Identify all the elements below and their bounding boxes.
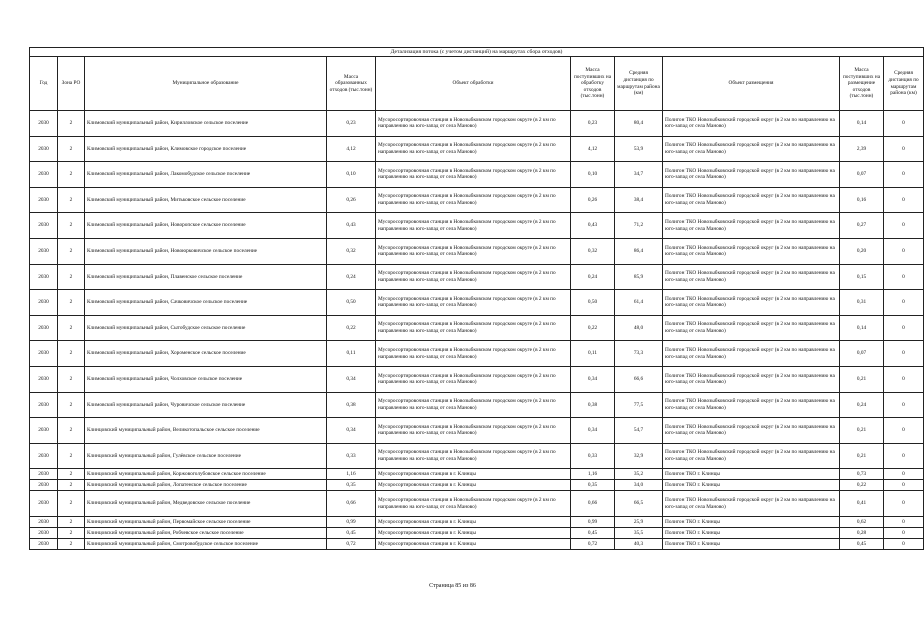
- cell-mass-processing: 0,38: [571, 392, 615, 418]
- cell-mass-generated: 0,34: [327, 418, 376, 444]
- cell-year: 2030: [30, 418, 58, 444]
- cell-year: 2030: [30, 290, 58, 316]
- cell-mass-placement: 0,24: [840, 392, 884, 418]
- cell-mass-placement: 0,73: [840, 469, 884, 480]
- cell-distance-placement: 0: [884, 443, 924, 469]
- table-row: [30, 538, 924, 549]
- cell-mass-placement: 0,21: [840, 418, 884, 444]
- cell-processing-object: Мусоросортировочная станция в г. Клинцы: [376, 480, 571, 491]
- cell-mass-generated: 0,99: [327, 516, 376, 527]
- header-year: Год: [30, 57, 58, 111]
- cell-municipality: Климовский муниципальный район, Кирилловское сельское поселение: [85, 111, 327, 137]
- cell-distance-placement: 0: [884, 341, 924, 367]
- header-municipality: Муниципальное образование: [85, 57, 327, 111]
- cell-year: 2030: [30, 341, 58, 367]
- cell-distance-processing: 32,9: [615, 443, 663, 469]
- cell-mass-placement: 0,27: [840, 213, 884, 239]
- cell-municipality: Клинцовский муниципальный район, Великотопальское сельское поселение: [85, 418, 327, 444]
- cell-mass-generated: 0,38: [327, 392, 376, 418]
- cell-processing-object: Мусоросортировочная станция в Новозыбковском городском округе (в 2 км по направлению на юго-запад от села Маново): [376, 162, 571, 188]
- cell-zone: 2: [58, 469, 85, 480]
- cell-mass-generated: 0,72: [327, 538, 376, 549]
- cell-placement-object: Полигон ТКО Новозыбковский городской округ (в 2 км по направлению на юго-запад от села Маново): [663, 238, 840, 264]
- header-mass-processing: Масса поступивших на обработку отходов (тыс.тонн): [571, 57, 615, 111]
- cell-zone: 2: [58, 111, 85, 137]
- cell-distance-placement: 0: [884, 187, 924, 213]
- cell-mass-generated: 0,33: [327, 443, 376, 469]
- cell-mass-processing: 0,45: [571, 527, 615, 538]
- cell-year: 2030: [30, 238, 58, 264]
- cell-mass-processing: 0,35: [571, 480, 615, 491]
- cell-mass-placement: 0,20: [840, 238, 884, 264]
- cell-municipality: Климовский муниципальный район, Хороменское сельское поселение: [85, 341, 327, 367]
- cell-mass-placement: 0,62: [840, 516, 884, 527]
- cell-distance-processing: 66,6: [615, 366, 663, 392]
- table-row: [30, 264, 924, 290]
- cell-zone: 2: [58, 392, 85, 418]
- cell-distance-processing: 35,5: [615, 527, 663, 538]
- cell-processing-object: Мусоросортировочная станция в г. Клинцы: [376, 469, 571, 480]
- cell-distance-processing: 77,5: [615, 392, 663, 418]
- cell-mass-processing: 0,10: [571, 162, 615, 188]
- cell-processing-object: Мусоросортировочная станция в Новозыбковском городском округе (в 2 км по направлению на юго-запад от села Маново): [376, 341, 571, 367]
- table-row: [30, 187, 924, 213]
- cell-processing-object: Мусоросортировочная станция в Новозыбковском городском округе (в 2 км по направлению на юго-запад от села Маново): [376, 315, 571, 341]
- cell-mass-generated: 0,66: [327, 491, 376, 517]
- cell-municipality: Климовский муниципальный район, Сачковичское сельское поселение: [85, 290, 327, 316]
- cell-placement-object: Полигон ТКО Новозыбковский городской округ (в 2 км по направлению на юго-запад от села Маново): [663, 392, 840, 418]
- cell-mass-placement: 0,31: [840, 290, 884, 316]
- cell-zone: 2: [58, 213, 85, 239]
- table-row: [30, 341, 924, 367]
- cell-mass-placement: 2,39: [840, 136, 884, 162]
- cell-year: 2030: [30, 538, 58, 549]
- cell-mass-generated: 0,32: [327, 238, 376, 264]
- cell-distance-placement: 0: [884, 290, 924, 316]
- cell-distance-placement: 0: [884, 315, 924, 341]
- cell-distance-processing: 34,0: [615, 480, 663, 491]
- table-row: [30, 290, 924, 316]
- cell-distance-processing: 35,2: [615, 469, 663, 480]
- table-row: [30, 443, 924, 469]
- cell-distance-processing: 86,4: [615, 238, 663, 264]
- cell-processing-object: Мусоросортировочная станция в Новозыбковском городском округе (в 2 км по направлению на юго-запад от села Маново): [376, 213, 571, 239]
- table-row: [30, 111, 924, 137]
- table-row: [30, 491, 924, 517]
- cell-zone: 2: [58, 443, 85, 469]
- cell-mass-placement: 0,41: [840, 491, 884, 517]
- table-row: [30, 469, 924, 480]
- cell-mass-processing: 0,23: [571, 111, 615, 137]
- header-avg-distance-processing: Средняя дистанция по маршрутам района (км): [615, 57, 663, 111]
- cell-distance-processing: 48,0: [615, 315, 663, 341]
- cell-zone: 2: [58, 290, 85, 316]
- cell-processing-object: Мусоросортировочная станция в Новозыбковском городском округе (в 2 км по направлению на юго-запад от села Маново): [376, 392, 571, 418]
- cell-distance-placement: 0: [884, 264, 924, 290]
- header-zone: Зона РО: [58, 57, 85, 111]
- cell-mass-processing: 0,11: [571, 341, 615, 367]
- cell-year: 2030: [30, 491, 58, 517]
- cell-mass-placement: 0,28: [840, 527, 884, 538]
- cell-placement-object: Полигон ТКО Новозыбковский городской округ (в 2 км по направлению на юго-запад от села Маново): [663, 136, 840, 162]
- cell-mass-placement: 0,15: [840, 264, 884, 290]
- cell-distance-processing: 53,9: [615, 136, 663, 162]
- cell-distance-processing: 38,4: [615, 187, 663, 213]
- cell-distance-placement: 0: [884, 527, 924, 538]
- cell-zone: 2: [58, 238, 85, 264]
- cell-mass-generated: 1,16: [327, 469, 376, 480]
- cell-mass-processing: 0,99: [571, 516, 615, 527]
- cell-zone: 2: [58, 418, 85, 444]
- cell-year: 2030: [30, 315, 58, 341]
- cell-municipality: Клинцовский муниципальный район, Смотровобудское сельское поселение: [85, 538, 327, 549]
- cell-municipality: Климовский муниципальный район, Чуровичское сельское поселение: [85, 392, 327, 418]
- cell-processing-object: Мусоросортировочная станция в Новозыбковском городском округе (в 2 км по направлению на юго-запад от села Маново): [376, 366, 571, 392]
- cell-distance-processing: 73,3: [615, 341, 663, 367]
- cell-mass-generated: 0,43: [327, 213, 376, 239]
- cell-mass-placement: 0,07: [840, 162, 884, 188]
- cell-municipality: Климовский муниципальный район, Климовское городское поселение: [85, 136, 327, 162]
- cell-distance-placement: 0: [884, 538, 924, 549]
- cell-processing-object: Мусоросортировочная станция в г. Клинцы: [376, 527, 571, 538]
- waste-flow-table: [29, 47, 924, 550]
- header-avg-distance-placement: Средняя дистанция по маршрутам района (км): [884, 57, 924, 111]
- cell-mass-processing: 0,43: [571, 213, 615, 239]
- cell-year: 2030: [30, 480, 58, 491]
- cell-distance-placement: 0: [884, 162, 924, 188]
- cell-zone: 2: [58, 516, 85, 527]
- cell-mass-placement: 0,14: [840, 315, 884, 341]
- cell-distance-placement: 0: [884, 418, 924, 444]
- table-row: [30, 527, 924, 538]
- cell-municipality: Клинцовский муниципальный район, Медведовское сельское поселение: [85, 491, 327, 517]
- cell-mass-placement: 0,21: [840, 366, 884, 392]
- cell-mass-generated: 0,34: [327, 366, 376, 392]
- cell-zone: 2: [58, 366, 85, 392]
- cell-municipality: Климовский муниципальный район, Сытобудское сельское поселение: [85, 315, 327, 341]
- cell-distance-processing: 71,2: [615, 213, 663, 239]
- cell-mass-generated: 0,45: [327, 527, 376, 538]
- cell-mass-generated: 0,35: [327, 480, 376, 491]
- cell-processing-object: Мусоросортировочная станция в Новозыбковском городском округе (в 2 км по направлению на юго-запад от села Маново): [376, 443, 571, 469]
- cell-mass-placement: 0,16: [840, 187, 884, 213]
- table-row: [30, 516, 924, 527]
- cell-distance-processing: 54,7: [615, 418, 663, 444]
- cell-mass-generated: 0,23: [327, 111, 376, 137]
- cell-mass-generated: 0,50: [327, 290, 376, 316]
- cell-mass-placement: 0,07: [840, 341, 884, 367]
- cell-mass-generated: 4,12: [327, 136, 376, 162]
- cell-municipality: Клинцовский муниципальный район, Робчевское сельское поселение: [85, 527, 327, 538]
- cell-mass-processing: 0,34: [571, 418, 615, 444]
- cell-mass-generated: 0,10: [327, 162, 376, 188]
- header-processing-object: Объект обработки: [376, 57, 571, 111]
- cell-processing-object: Мусоросортировочная станция в Новозыбковском городском округе (в 2 км по направлению на юго-запад от села Маново): [376, 187, 571, 213]
- table-body: [30, 111, 924, 550]
- cell-placement-object: Полигон ТКО Новозыбковский городской округ (в 2 км по направлению на юго-запад от села Маново): [663, 264, 840, 290]
- cell-distance-placement: 0: [884, 136, 924, 162]
- cell-distance-processing: 40,3: [615, 538, 663, 549]
- cell-zone: 2: [58, 480, 85, 491]
- cell-placement-object: Полигон ТКО Новозыбковский городской округ (в 2 км по направлению на юго-запад от села Маново): [663, 315, 840, 341]
- cell-processing-object: Мусоросортировочная станция в Новозыбковском городском округе (в 2 км по направлению на юго-запад от села Маново): [376, 238, 571, 264]
- cell-zone: 2: [58, 527, 85, 538]
- cell-distance-processing: 61,4: [615, 290, 663, 316]
- cell-mass-processing: 0,66: [571, 491, 615, 517]
- cell-year: 2030: [30, 111, 58, 137]
- cell-year: 2030: [30, 516, 58, 527]
- cell-year: 2030: [30, 264, 58, 290]
- cell-mass-placement: 0,22: [840, 480, 884, 491]
- cell-distance-placement: 0: [884, 366, 924, 392]
- cell-mass-placement: 0,21: [840, 443, 884, 469]
- cell-mass-processing: 0,50: [571, 290, 615, 316]
- cell-year: 2030: [30, 527, 58, 538]
- table-row: [30, 366, 924, 392]
- cell-municipality: Климовский муниципальный район, Новоропское сельское поселение: [85, 213, 327, 239]
- cell-processing-object: Мусоросортировочная станция в г. Клинцы: [376, 538, 571, 549]
- cell-mass-generated: 0,26: [327, 187, 376, 213]
- cell-processing-object: Мусоросортировочная станция в г. Клинцы: [376, 516, 571, 527]
- header-mass-placement: Масса поступивших на размещение отходов (тыс.тонн): [840, 57, 884, 111]
- cell-placement-object: Полигон ТКО Новозыбковский городской округ (в 2 км по направлению на юго-запад от села Маново): [663, 187, 840, 213]
- cell-mass-processing: 4,12: [571, 136, 615, 162]
- cell-placement-object: Полигон ТКО Новозыбковский городской округ (в 2 км по направлению на юго-запад от села Маново): [663, 162, 840, 188]
- cell-zone: 2: [58, 187, 85, 213]
- cell-distance-placement: 0: [884, 516, 924, 527]
- cell-mass-processing: 0,24: [571, 264, 615, 290]
- cell-year: 2030: [30, 443, 58, 469]
- cell-municipality: Климовский муниципальный район, Плавенское сельское поселение: [85, 264, 327, 290]
- cell-zone: 2: [58, 162, 85, 188]
- cell-municipality: Клинцовский муниципальный район, Первомайское сельское поселение: [85, 516, 327, 527]
- table-row: [30, 238, 924, 264]
- table-row: [30, 392, 924, 418]
- cell-processing-object: Мусоросортировочная станция в Новозыбковском городском округе (в 2 км по направлению на юго-запад от села Маново): [376, 418, 571, 444]
- cell-processing-object: Мусоросортировочная станция в Новозыбковском городском округе (в 2 км по направлению на юго-запад от села Маново): [376, 290, 571, 316]
- cell-placement-object: Полигон ТКО Новозыбковский городской округ (в 2 км по направлению на юго-запад от села Маново): [663, 491, 840, 517]
- cell-placement-object: Полигон ТКО Новозыбковский городской округ (в 2 км по направлению на юго-запад от села Маново): [663, 418, 840, 444]
- cell-placement-object: Полигон ТКО г. Клинцы: [663, 538, 840, 549]
- cell-distance-processing: 34,7: [615, 162, 663, 188]
- cell-mass-generated: 0,24: [327, 264, 376, 290]
- cell-municipality: Климовский муниципальный район, Митьковское сельское поселение: [85, 187, 327, 213]
- cell-placement-object: Полигон ТКО г. Клинцы: [663, 480, 840, 491]
- cell-municipality: Клинцовский муниципальный район, Лопатенское сельское поселение: [85, 480, 327, 491]
- cell-mass-processing: 0,33: [571, 443, 615, 469]
- cell-zone: 2: [58, 264, 85, 290]
- cell-mass-generated: 0,11: [327, 341, 376, 367]
- cell-processing-object: Мусоросортировочная станция в Новозыбковском городском округе (в 2 км по направлению на юго-запад от села Маново): [376, 491, 571, 517]
- cell-placement-object: Полигон ТКО Новозыбковский городской округ (в 2 км по направлению на юго-запад от села Маново): [663, 341, 840, 367]
- header-placement-object: Объект размещения: [663, 57, 840, 111]
- cell-municipality: Клинцовский муниципальный район, Коржовоголубовское сельское поселение: [85, 469, 327, 480]
- cell-year: 2030: [30, 213, 58, 239]
- table-row: [30, 480, 924, 491]
- cell-placement-object: Полигон ТКО г. Клинцы: [663, 516, 840, 527]
- cell-zone: 2: [58, 491, 85, 517]
- document-sheet: [29, 47, 919, 550]
- page-number: Страница 85 из 86: [429, 583, 476, 589]
- cell-mass-processing: 0,34: [571, 366, 615, 392]
- cell-municipality: Клинцовский муниципальный район, Гулёвское сельское поселение: [85, 443, 327, 469]
- cell-distance-placement: 0: [884, 213, 924, 239]
- cell-mass-processing: 0,22: [571, 315, 615, 341]
- cell-distance-placement: 0: [884, 111, 924, 137]
- cell-year: 2030: [30, 469, 58, 480]
- cell-mass-processing: 0,32: [571, 238, 615, 264]
- cell-placement-object: Полигон ТКО г. Клинцы: [663, 469, 840, 480]
- cell-year: 2030: [30, 392, 58, 418]
- cell-mass-processing: 1,16: [571, 469, 615, 480]
- cell-distance-placement: 0: [884, 480, 924, 491]
- cell-placement-object: Полигон ТКО Новозыбковский городской округ (в 2 км по направлению на юго-запад от села Маново): [663, 443, 840, 469]
- table-row: [30, 162, 924, 188]
- cell-placement-object: Полигон ТКО Новозыбковский городской округ (в 2 км по направлению на юго-запад от села Маново): [663, 213, 840, 239]
- table-row: [30, 315, 924, 341]
- cell-mass-processing: 0,26: [571, 187, 615, 213]
- cell-mass-generated: 0,22: [327, 315, 376, 341]
- cell-distance-placement: 0: [884, 491, 924, 517]
- cell-distance-placement: 0: [884, 238, 924, 264]
- cell-processing-object: Мусоросортировочная станция в Новозыбковском городском округе (в 2 км по направлению на юго-запад от села Маново): [376, 264, 571, 290]
- cell-placement-object: Полигон ТКО Новозыбковский городской округ (в 2 км по направлению на юго-запад от села Маново): [663, 366, 840, 392]
- table-row: [30, 213, 924, 239]
- cell-distance-placement: 0: [884, 392, 924, 418]
- cell-year: 2030: [30, 136, 58, 162]
- cell-year: 2030: [30, 187, 58, 213]
- cell-distance-processing: 66,5: [615, 491, 663, 517]
- cell-processing-object: Мусоросортировочная станция в Новозыбковском городском округе (в 2 км по направлению на юго-запад от села Маново): [376, 136, 571, 162]
- cell-processing-object: Мусоросортировочная станция в Новозыбковском городском округе (в 2 км по направлению на юго-запад от села Маново): [376, 111, 571, 137]
- cell-zone: 2: [58, 136, 85, 162]
- cell-year: 2030: [30, 366, 58, 392]
- cell-placement-object: Полигон ТКО Новозыбковский городской округ (в 2 км по направлению на юго-запад от села Маново): [663, 290, 840, 316]
- cell-mass-placement: 0,14: [840, 111, 884, 137]
- header-mass-generated: Масса образованных отходов (тыс.тонн): [327, 57, 376, 111]
- cell-zone: 2: [58, 341, 85, 367]
- cell-year: 2030: [30, 162, 58, 188]
- cell-placement-object: Полигон ТКО г. Клинцы: [663, 527, 840, 538]
- cell-municipality: Климовский муниципальный район, Лакомобудское сельское поселение: [85, 162, 327, 188]
- cell-distance-processing: 25,9: [615, 516, 663, 527]
- cell-distance-processing: 80,4: [615, 111, 663, 137]
- cell-distance-processing: 85,9: [615, 264, 663, 290]
- table-row: [30, 418, 924, 444]
- cell-distance-placement: 0: [884, 469, 924, 480]
- table-row: [30, 136, 924, 162]
- cell-mass-placement: 0,45: [840, 538, 884, 549]
- cell-mass-processing: 0,72: [571, 538, 615, 549]
- cell-zone: 2: [58, 538, 85, 549]
- cell-municipality: Климовский муниципальный район, Чолховское сельское поселение: [85, 366, 327, 392]
- table-title: Детализация потока (с учетом дистанций) на маршрутах сбора отходов): [30, 48, 924, 57]
- cell-placement-object: Полигон ТКО Новозыбковский городской округ (в 2 км по направлению на юго-запад от села Маново): [663, 111, 840, 137]
- cell-zone: 2: [58, 315, 85, 341]
- cell-municipality: Климовский муниципальный район, Новоюрковичское сельское поселение: [85, 238, 327, 264]
